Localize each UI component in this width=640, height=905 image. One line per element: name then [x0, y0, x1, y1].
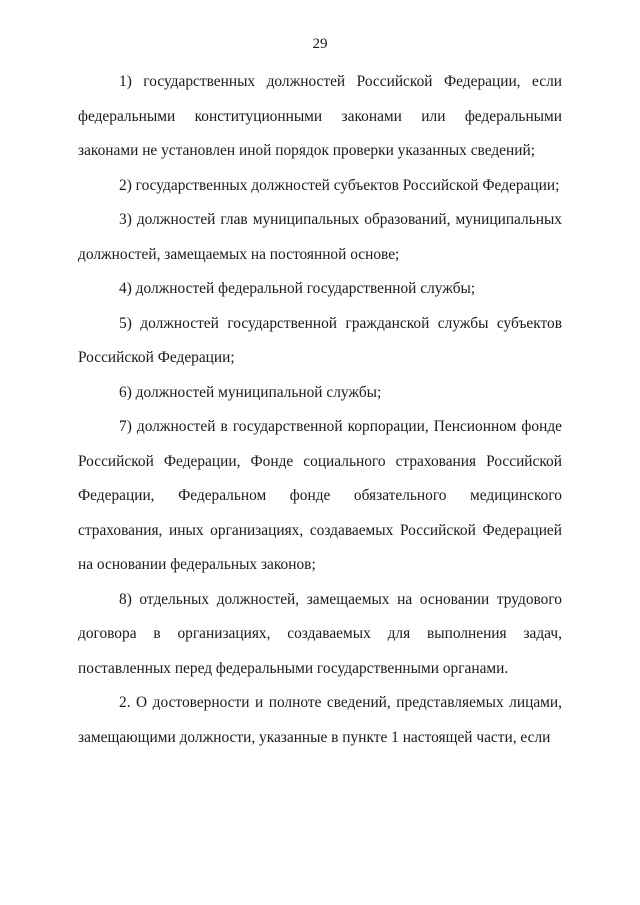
paragraph-item-6: 6) должностей муниципальной службы;	[119, 383, 382, 401]
paragraph-item-2: 2) государственных должностей субъектов Российской Федерации;	[119, 176, 560, 194]
paragraph-item-5: 5) должностей государственной гражданской службы субъектов Российской Федерации;	[78, 314, 562, 366]
paragraph-item-3: 3) должностей глав муниципальных образований, муниципальных должностей, замещаемых на постоянной основе;	[78, 211, 562, 263]
paragraph-section-2: 2. О достоверности и полноте сведений, представляемых лицами, замещающими должности, указанные в пункте 1 настоящей части, если	[78, 694, 562, 746]
paragraph-item-8: 8) отдельных должностей, замещаемых на основании трудового договора в организациях, создаваемых для выполнения задач, поставленных перед федеральными государственными органами.	[78, 590, 562, 677]
paragraph-item-1: 1) государственных должностей Российской Федерации, если федеральными конституционными законами или федеральными законами не установлен иной порядок проверки указанных сведений;	[78, 73, 562, 159]
paragraph-item-7: 7) должностей в государственной корпорации, Пенсионном фонде Российской Федерации, Фонде социального страхования Российской Федерации, Федеральном фонде обязательного медицинского страхования, иных организациях, создаваемых Российской Федерацией на основании федеральных законов;	[78, 418, 562, 573]
page-number: 29	[312, 36, 328, 52]
document-body	[78, 65, 562, 755]
paragraph-item-4: 4) должностей федеральной государственной службы;	[119, 280, 476, 297]
